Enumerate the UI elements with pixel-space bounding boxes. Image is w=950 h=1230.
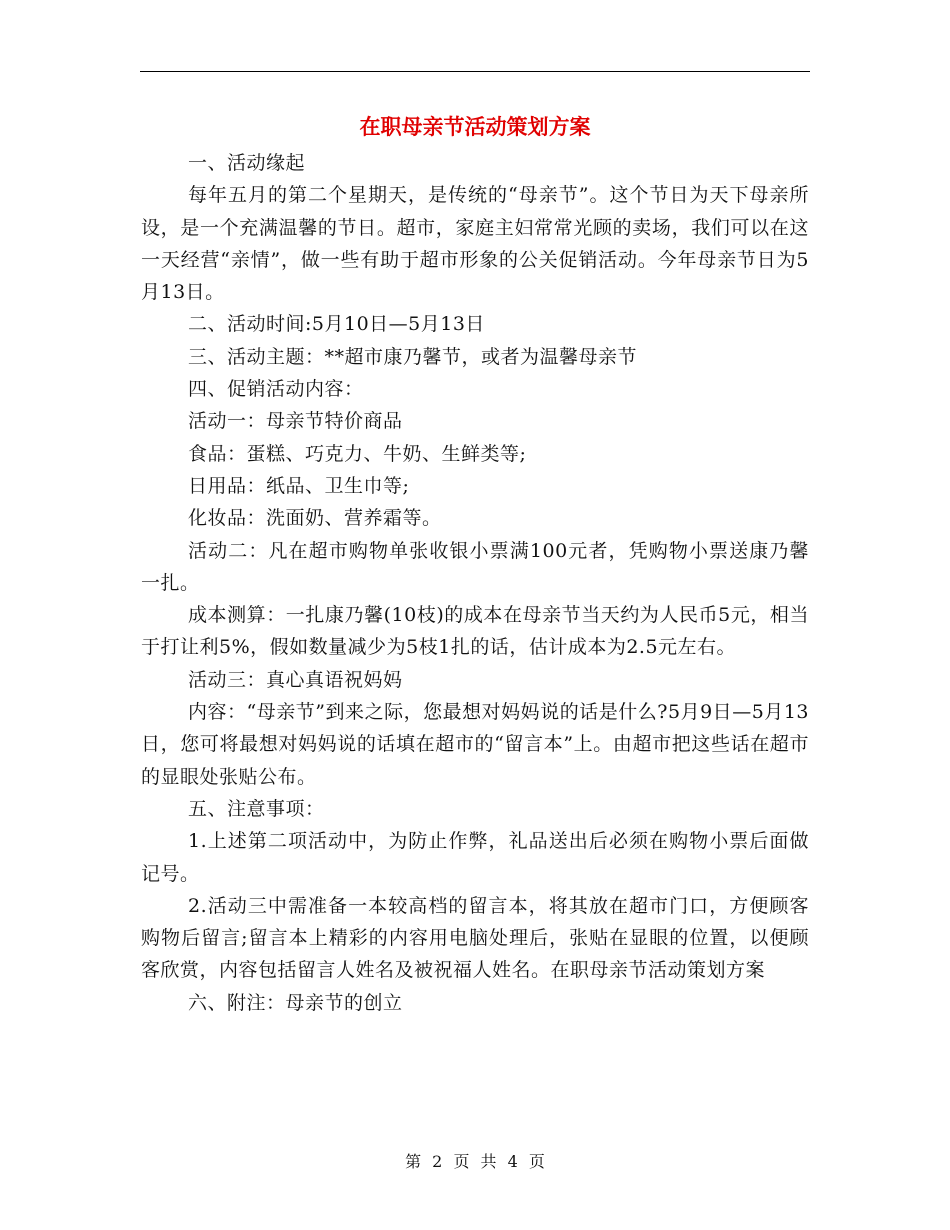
header-rule: [140, 71, 810, 72]
section-heading-origin: 一、活动缘起: [188, 152, 306, 174]
activity-three-heading: 活动三：真心真语祝妈妈: [188, 668, 403, 691]
activity-one-heading: 活动一：母亲节特价商品: [188, 410, 403, 433]
note-item-1: 1.上述第二项活动中，为防止作弊，礼品送出后必须在购物小票后面做记号。: [141, 830, 809, 885]
document-body: [141, 147, 809, 1019]
activity-three-content: 内容：“母亲节”到来之际，您最想对妈妈说的话是什么?5月9日—5月13日，您可将最想对妈妈说的话填在超市的“留言本”上。由超市把这些话在超市的显眼处张贴公布。: [141, 701, 809, 788]
section-heading-theme: 三、活动主题：**超市康乃馨节，或者为温馨母亲节: [188, 345, 638, 368]
activity-one-food: 食品：蛋糕、巧克力、牛奶、生鲜类等;: [188, 442, 527, 465]
note-item-2: 2.活动三中需准备一本较高档的留言本，将其放在超市门口，方便顾客购物后留言;留言本上精彩的内容用电脑处理后，张贴在显眼的位置，以便顾客欣赏，内容包括留言人姓名及被祝福人姓名。在职母亲节活动策划方案: [141, 894, 809, 982]
document-title: 在职母亲节活动策划方案: [359, 114, 591, 139]
page-indicator: 第 2 页 共 4 页: [405, 1152, 545, 1171]
activity-two: 活动二：凡在超市购物单张收银小票满100元者，凭购物小票送康乃馨一扎。: [141, 539, 809, 594]
section-heading-promotion: 四、促销活动内容：: [188, 378, 364, 401]
activity-one-daily-goods: 日用品：纸品、卫生巾等;: [188, 474, 410, 497]
activity-one-cosmetics: 化妆品：洗面奶、营养霜等。: [188, 507, 442, 530]
section-heading-notes: 五、注意事项：: [188, 797, 325, 820]
section-heading-time: 二、活动时间:5月10日—5月13日: [188, 313, 485, 336]
paragraph-origin-body: 每年五月的第二个星期天，是传统的“母亲节”。这个节日为天下母亲所设，是一个充满温馨的节日。超市，家庭主妇常常光顾的卖场，我们可以在这一天经营“亲情”，做一些有助于超市形象的公关促销活动。今年母亲节日为5月13日。: [141, 184, 809, 304]
cost-estimate: 成本测算：一扎康乃馨(10枝)的成本在母亲节当天约为人民币5元，相当于打让利5%，假如数量减少为5枝1扎的话，估计成本为2.5元左右。: [141, 604, 809, 659]
section-heading-appendix: 六、附注：母亲节的创立: [188, 991, 403, 1014]
